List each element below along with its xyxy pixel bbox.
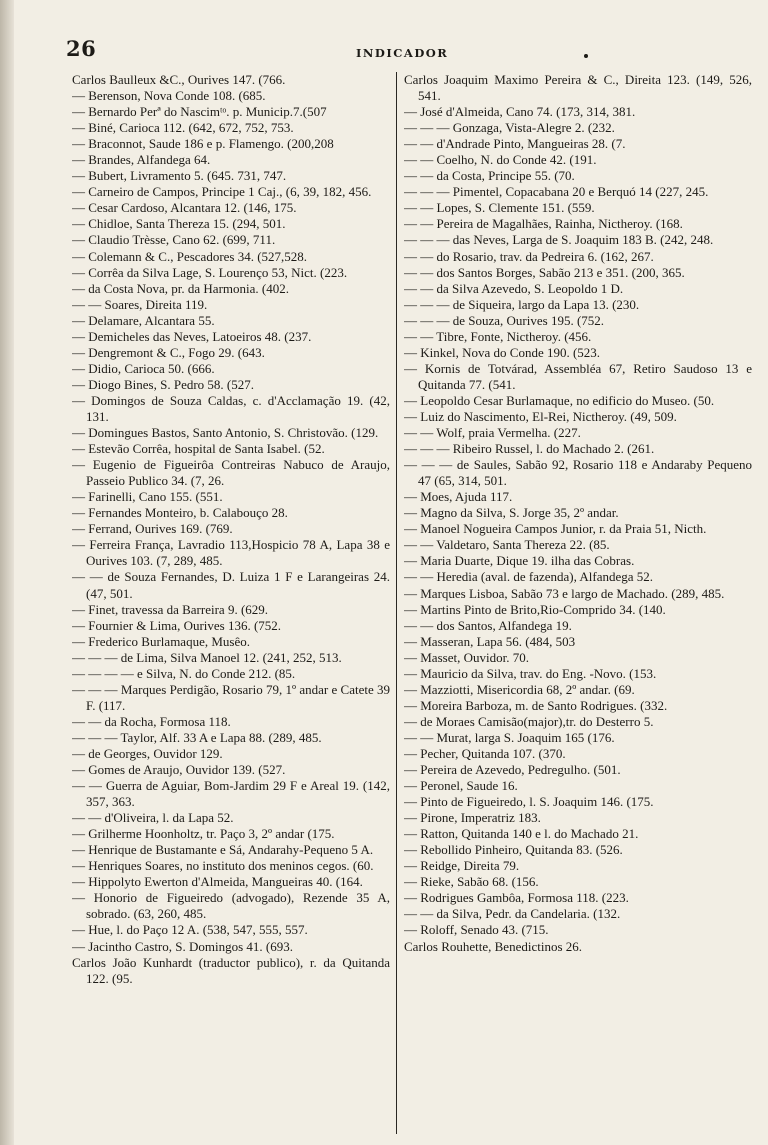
directory-entry: — Masset, Ouvidor. 70. [404, 649, 529, 665]
directory-entry: — Berenson, Nova Conde 108. (685. [72, 88, 266, 104]
directory-entry: — Rebollido Pinheiro, Quitanda 83. (526. [404, 842, 623, 858]
directory-entry: — — dos Santos Borges, Sabão 213 e 351. (200, 365. [404, 264, 685, 280]
directory-entry: — Masseran, Lapa 56. (484, 503 [404, 633, 576, 649]
left-column [72, 72, 390, 1142]
directory-entry: — Pirone, Imperatriz 183. [404, 810, 541, 826]
directory-entry: — Claudio Trèsse, Cano 62. (699, 711. [72, 232, 276, 248]
directory-entry: — Frederico Burlamaque, Musêo. [72, 633, 250, 649]
page-binding-edge [0, 0, 14, 1145]
directory-entry: — Ferreira França, Lavradio 113,Hospicio 78 A, Lapa 38 e Ourives 103. (7, 289, 485. [72, 537, 390, 569]
directory-entry: — Fernandes Monteiro, b. Calabouço 28. [72, 505, 288, 521]
directory-entry: — Fournier & Lima, Ourives 136. (752. [72, 617, 282, 633]
directory-entry: — Farinelli, Cano 155. (551. [72, 489, 223, 505]
directory-entry: — Grilherme Hoonholtz, tr. Paço 3, 2º andar (175. [72, 826, 335, 842]
directory-entry: — Pereira de Azevedo, Pedregulho. (501. [404, 762, 621, 778]
directory-entry: — José d'Almeida, Cano 74. (173, 314, 381. [404, 104, 636, 120]
directory-entry: — — Pereira de Magalhães, Rainha, Nictheroy. (168. [404, 216, 683, 232]
directory-entry: — — — — e Silva, N. do Conde 212. (85. [72, 665, 296, 681]
directory-entry: — — d'Oliveira, l. da Lapa 52. [72, 810, 234, 826]
directory-entry: — de Moraes Camisão(major),tr. do Desterro 5. [404, 713, 654, 729]
directory-entry: — — de Souza Fernandes, D. Luiza 1 F e Larangeiras 24. (47, 501. [72, 569, 390, 601]
directory-entry: — da Costa Nova, pr. da Harmonia. (402. [72, 280, 289, 296]
directory-entry: — Gomes de Araujo, Ouvidor 139. (527. [72, 762, 286, 778]
directory-entry: — — — de Siqueira, largo da Lapa 13. (230. [404, 296, 640, 312]
directory-entry: — Kornis de Totvárad, Assembléa 67, Retiro Saudoso 13 e Quitanda 77. (541. [404, 360, 752, 392]
directory-entry: — Moes, Ajuda 117. [404, 489, 513, 505]
directory-entry: — Estevão Corrêa, hospital de Santa Isabel. (52. [72, 441, 325, 457]
directory-entry: — — Coelho, N. do Conde 42. (191. [404, 152, 597, 168]
directory-entry: — Henriques Soares, no instituto dos meninos cegos. (60. [72, 858, 374, 874]
directory-entry: — — Heredia (aval. de fazenda), Alfandega 52. [404, 569, 654, 585]
directory-entry: Carlos Rouhette, Benedictinos 26. [404, 938, 583, 954]
directory-entry: — Colemann & C., Pescadores 34. (527,528. [72, 248, 308, 264]
directory-entry: — Demicheles das Neves, Latoeiros 48. (237. [72, 328, 312, 344]
directory-entry: — — — Taylor, Alf. 33 A e Lapa 88. (289, 485. [72, 729, 322, 745]
directory-entry: — Maria Duarte, Dique 19. ilha das Cobras. [404, 553, 635, 569]
directory-entry: — Reidge, Direita 79. [404, 858, 520, 874]
directory-entry: — Corrêa da Silva Lage, S. Lourenço 53, Nict. (223. [72, 264, 348, 280]
directory-entry: — Rieke, Sabão 68. (156. [404, 874, 539, 890]
directory-entry: — Leopoldo Cesar Burlamaque, no edificio do Museo. (50. [404, 392, 715, 408]
directory-entry: — — do Rosario, trav. da Pedreira 6. (162, 267. [404, 248, 654, 264]
directory-entry: — — Tibre, Fonte, Nictheroy. (456. [404, 328, 592, 344]
directory-entry: — Carneiro de Campos, Principe 1 Caj., (6, 39, 182, 456. [72, 184, 372, 200]
directory-entry: — — — de Souza, Ourives 195. (752. [404, 312, 605, 328]
directory-entry: — Luiz do Nascimento, El-Rei, Nictheroy. (49, 509. [404, 408, 677, 424]
directory-entry: — — — Marques Perdigão, Rosario 79, 1º andar e Catete 39 F. (117. [72, 681, 390, 713]
right-column [404, 72, 752, 1142]
directory-entry: — Kinkel, Nova do Conde 190. (523. [404, 344, 601, 360]
directory-entry: — Cesar Cardoso, Alcantara 12. (146, 175. [72, 200, 297, 216]
directory-entry: — Domingos de Souza Caldas, c. d'Acclamação 19. (42, 131. [72, 392, 390, 424]
directory-entry: — Martins Pinto de Brito,Rio-Comprido 34. (140. [404, 601, 666, 617]
directory-entry: — Hue, l. do Paço 12 A. (538, 547, 555, 557. [72, 922, 308, 938]
directory-entry: — — — de Saules, Sabão 92, Rosario 118 e Andaraby Pequeno 47 (65, 314, 501. [404, 457, 752, 489]
directory-entry: — — da Costa, Principe 55. (70. [404, 168, 575, 184]
directory-entry: — de Georges, Ouvidor 129. [72, 745, 223, 761]
directory-entry: — Didio, Carioca 50. (666. [72, 360, 215, 376]
directory-entry: — Eugenio de Figueirôa Contreiras Nabuco de Araujo, Passeio Publico 34. (7, 26. [72, 457, 390, 489]
directory-entry: — Ratton, Quitanda 140 e l. do Machado 21. [404, 826, 639, 842]
directory-entry: — Moreira Barboza, m. de Santo Rodrigues. (332. [404, 697, 668, 713]
directory-entry: — Domingues Bastos, Santo Antonio, S. Christovão. (129. [72, 425, 379, 441]
directory-entry: — Delamare, Alcantara 55. [72, 312, 215, 328]
directory-entry: Carlos João Kunhardt (traductor publico), r. da Quitanda 122. (95. [72, 954, 390, 986]
directory-entry: — — Guerra de Aguiar, Bom-Jardim 29 F e Areal 19. (142, 357, 363. [72, 778, 390, 810]
directory-entry: — Pinto de Figueiredo, l. S. Joaquim 146. (175. [404, 794, 654, 810]
directory-entry: — — da Silva, Pedr. da Candelaria. (132. [404, 906, 621, 922]
column-divider [396, 72, 397, 1134]
page-header [66, 36, 738, 66]
ink-dot [584, 54, 588, 58]
directory-entry: — Brandes, Alfandega 64. [72, 152, 211, 168]
directory-entry: — — Wolf, praia Vermelha. (227. [404, 425, 581, 441]
directory-entry: — Peronel, Saude 16. [404, 778, 518, 794]
directory-entry: — Bubert, Livramento 5. (645. 731, 747. [72, 168, 287, 184]
directory-entry: — Bernardo Perª do Nascimᵗᵒ. p. Municip.7.(507 [72, 104, 327, 120]
directory-entry: — Honorio de Figueiredo (advogado), Rezende 35 A, sobrado. (63, 260, 485. [72, 890, 390, 922]
directory-entry: — Manoel Nogueira Campos Junior, r. da Praia 51, Nicth. [404, 521, 707, 537]
directory-entry: — Henrique de Bustamante e Sá, Andarahy-Pequeno 5 A. [72, 842, 374, 858]
directory-entry: — Finet, travessa da Barreira 9. (629. [72, 601, 269, 617]
directory-entry: — Braconnot, Saude 186 e p. Flamengo. (200,208 [72, 136, 334, 152]
directory-entry: — Dengremont & C., Fogo 29. (643. [72, 344, 265, 360]
directory-entry: Carlos Baulleux &C., Ourives 147. (766. [72, 72, 286, 87]
directory-entry: — Pecher, Quitanda 107. (370. [404, 745, 566, 761]
directory-entry: — — da Silva Azevedo, S. Leopoldo 1 D. [404, 280, 624, 296]
page-number: 26 [66, 36, 97, 61]
directory-entry: — — — das Neves, Larga de S. Joaquim 183 B. (242, 248. [404, 232, 714, 248]
directory-entry: — — — Ribeiro Russel, l. do Machado 2. (261. [404, 441, 655, 457]
directory-entry: — Chidloe, Santa Thereza 15. (294, 501. [72, 216, 286, 232]
directory-entry: — Biné, Carioca 112. (642, 672, 752, 753. [72, 120, 294, 136]
directory-entry: — — — Pimentel, Copacabana 20 e Berquó 14 (227, 245. [404, 184, 709, 200]
directory-entry: — Mazziotti, Misericordia 68, 2º andar. (69. [404, 681, 635, 697]
directory-entry: — — — Gonzaga, Vista-Alegre 2. (232. [404, 120, 615, 136]
directory-entry: — — da Rocha, Formosa 118. [72, 713, 231, 729]
directory-entry: — Mauricio da Silva, trav. do Eng. -Novo. (153. [404, 665, 657, 681]
directory-entry: — Diogo Bines, S. Pedro 58. (527. [72, 376, 254, 392]
directory-entry: — — — de Lima, Silva Manoel 12. (241, 252, 513. [72, 649, 342, 665]
directory-entry: — — Valdetaro, Santa Thereza 22. (85. [404, 537, 610, 553]
directory-entry: — — Lopes, S. Clemente 151. (559. [404, 200, 595, 216]
directory-entry: — Marques Lisboa, Sabão 73 e largo de Machado. (289, 485. [404, 585, 725, 601]
directory-entry: — Rodrigues Gambôa, Formosa 118. (223. [404, 890, 629, 906]
directory-entry: — — d'Andrade Pinto, Mangueiras 28. (7. [404, 136, 626, 152]
directory-entry: — Ferrand, Ourives 169. (769. [72, 521, 233, 537]
directory-entry: — Hippolyto Ewerton d'Almeida, Mangueiras 40. (164. [72, 874, 363, 890]
directory-entry: Carlos Joaquim Maximo Pereira & C., Direita 123. (149, 526, 541. [404, 72, 752, 104]
directory-entry: — — dos Santos, Alfandega 19. [404, 617, 572, 633]
directory-entry: — Jacintho Castro, S. Domingos 41. (693. [72, 938, 293, 954]
directory-entry: — — Soares, Direita 119. [72, 296, 208, 312]
directory-entry: — Magno da Silva, S. Jorge 35, 2º andar. [404, 505, 619, 521]
directory-entry: — — Murat, larga S. Joaquim 165 (176. [404, 729, 615, 745]
running-title: INDICADOR [356, 46, 449, 60]
directory-entry: — Roloff, Senado 43. (715. [404, 922, 549, 938]
